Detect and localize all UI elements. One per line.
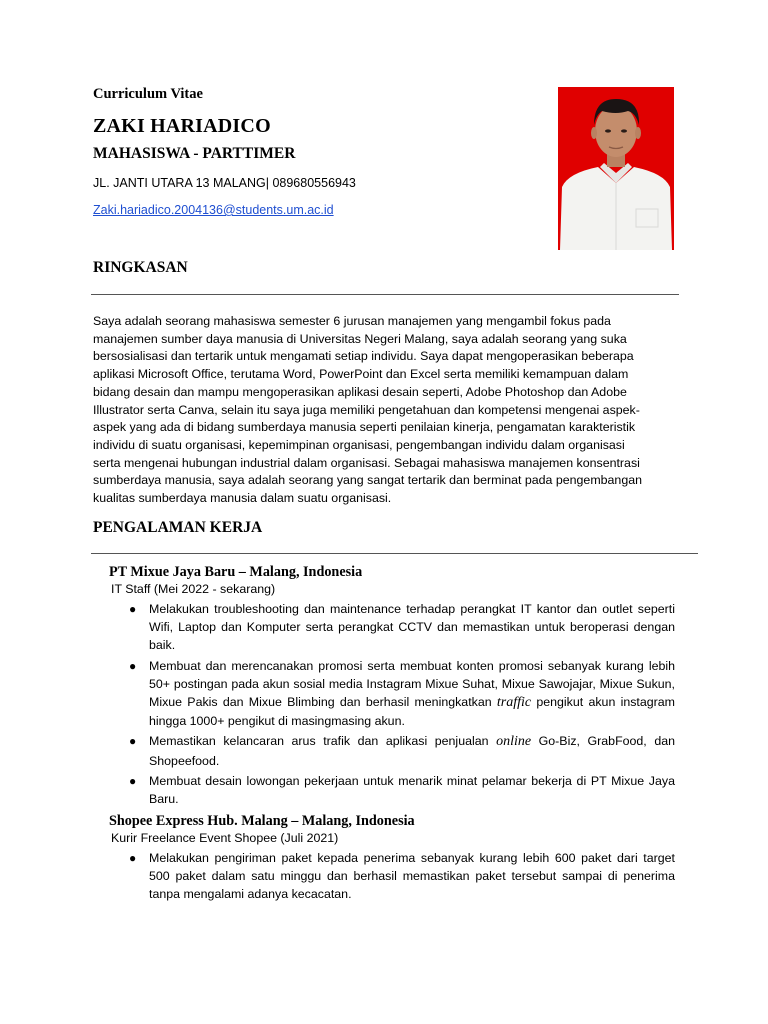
summary-line: Saya adalah seorang mahasiswa semester 6 jurusan manajemen yang mengambil fokus pada: [93, 314, 611, 328]
bullet-text: pengikut akun instagram hingga 1000+ pengikut di masingmasing akun.: [149, 695, 676, 729]
summary-line: manajemen sumber daya manusia di Universitas Negeri Malang, saya adalah seorang yang suka: [93, 331, 627, 346]
bullet-emphasis: traffic: [496, 695, 532, 711]
job-bullet: [109, 732, 675, 769]
summary-line: aspek yang ada di bidang sumberdaya manusia seperti penilaian kinerja, pengamatan karakteristik: [93, 420, 636, 435]
job-position: Kurir Freelance Event Shopee (Juli 2021): [111, 831, 339, 845]
bullet-text: Membuat dan merencanakan promosi serta membuat konten promosi sebanyak kurang lebih 50+ postingan pada akun sosial media Instagram Mixue Suhat, Mixue Sawojajar, Mixue Sukun, Mixue Pakis dan Mixue Blimbing dan berhasil meningkatkan: [149, 658, 675, 710]
bullet-dot-icon: ●: [129, 851, 137, 865]
summary-heading: RINGKASAN: [93, 259, 188, 276]
summary-divider: [91, 294, 679, 295]
summary-line: serta mengenai hubungan industrial dalam organisasi. Sebagai mahasiswa manajemen konsentrasi: [93, 455, 640, 470]
job-bullet: [109, 772, 675, 808]
job-bullet: [109, 657, 675, 731]
job-bullet: [109, 849, 675, 904]
job-company: Shopee Express Hub. Malang – Malang, Indonesia: [109, 813, 415, 829]
bullet-text: Melakukan troubleshooting dan maintenance terhadap perangkat IT kantor dan outlet seperti Wifi, Laptop dan Komputer serta perangkat CCTV dan memastikan untuk beroperasi dengan baik.: [149, 602, 675, 653]
bullet-dot-icon: ●: [129, 602, 137, 616]
summary-line: individu di suatu organisasi, kepemimpinan organisasi, pengembangan individu dalam organisasi: [93, 437, 625, 452]
summary-line: Illustrator serta Canva, selain itu saya juga memiliki pengetahuan dan kompetensi mengenai aspek-: [93, 402, 640, 417]
job-company: PT Mixue Jaya Baru – Malang, Indonesia: [109, 564, 363, 580]
contact-address: JL. JANTI UTARA 13 MALANG| 089680556943: [93, 176, 356, 190]
bullet-text: Memastikan kelancaran arus trafik dan aplikasi penjualan: [149, 734, 497, 749]
job-position: IT Staff (Mei 2022 - sekarang): [111, 582, 276, 596]
summary-line: bersosialisasi dan tertarik untuk mengamati setiap individu. Saya dapat mengoperasikan beberapa: [93, 349, 634, 364]
profile-photo: [558, 87, 674, 250]
summary-line: sumberdaya manusia, saya adalah seorang yang sangat tertarik dan berminat pada pengembangan: [93, 473, 642, 488]
summary-paragraph: [93, 313, 667, 508]
job-bullet: [109, 600, 675, 655]
experience-divider: [91, 553, 698, 554]
job-bullet-list: [109, 849, 675, 906]
bullet-dot-icon: ●: [129, 658, 137, 673]
email-link[interactable]: Zaki.hariadico.2004136@students.um.ac.id: [93, 203, 334, 217]
experience-heading: PENGALAMAN KERJA: [93, 519, 263, 536]
bullet-emphasis: online: [496, 734, 532, 750]
document-label: Curriculum Vitae: [93, 86, 203, 102]
bullet-text: Melakukan pengiriman paket kepada penerima sebanyak kurang lebih 600 paket dari target 500 paket dalam satu minggu dan berhasil memastikan paket tersebut sampai di penerima tanpa mengalami adanya kecacatan.: [149, 851, 675, 902]
summary-line: kualitas sumberdaya manusia dalam suatu organisasi.: [93, 491, 392, 506]
job-bullet-list: [109, 600, 675, 810]
bullet-dot-icon: ●: [129, 773, 137, 788]
candidate-role: MAHASISWA - PARTTIMER: [93, 145, 296, 162]
bullet-text: Go-Biz, GrabFood, dan Shopeefood.: [149, 734, 675, 768]
bullet-dot-icon: ●: [129, 734, 137, 749]
summary-line: bidang desain dan mampu mengoperasikan aplikasi desain seperti, Adobe Photoshop dan Adobe: [93, 384, 627, 399]
bullet-text: Membuat desain lowongan pekerjaan untuk menarik minat pelamar bekerja di PT Mixue Jaya Baru.: [149, 773, 675, 807]
summary-line: aplikasi Microsoft Office, terutama Word, PowerPoint dan Excel serta memiliki kemampuan dalam: [93, 367, 629, 382]
candidate-name: ZAKI HARIADICO: [93, 115, 271, 137]
